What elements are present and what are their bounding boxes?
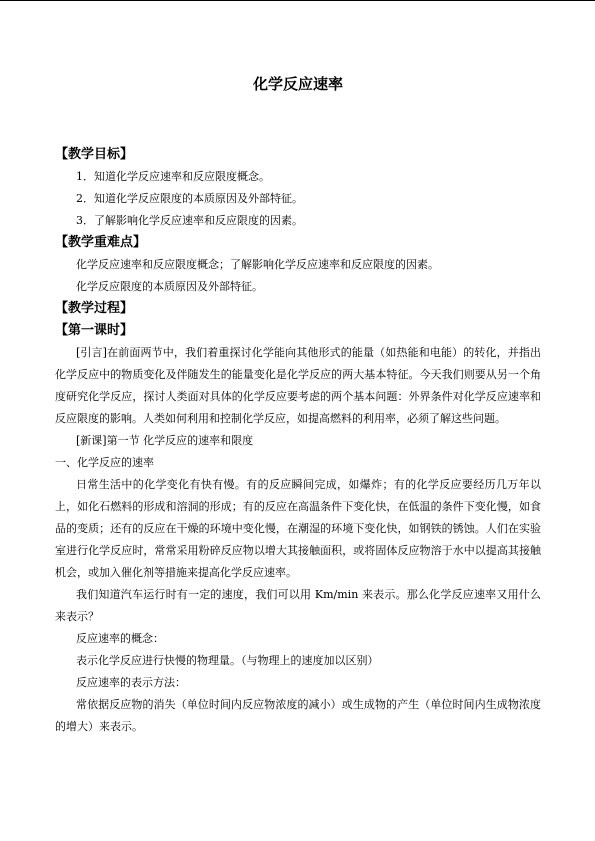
goals-heading: 【教学目标】 <box>55 147 134 162</box>
goal-item-2: 2．知道化学反应限度的本质原因及外部特征。 <box>76 192 303 205</box>
key-points-heading: 【教学重难点】 <box>55 235 147 250</box>
goal-item-1: 1．知道化学反应速率和反应限度概念。 <box>76 170 270 183</box>
question-paragraph: 我们知道汽车运行时有一定的速度，我们可以用 Km/min 来表示。那么化学反应速率又用什么来表示？ <box>55 588 541 623</box>
process-heading: 【教学过程】 <box>55 301 134 316</box>
new-lesson-line: [新课]第一节 化学反应的速率和限度 <box>76 434 254 447</box>
key-point-line-2: 化学反应限度的本质原因及外部特征。 <box>76 280 263 293</box>
daily-life-paragraph: 日常生活中的化学变化有快有慢。有的反应瞬间完成，如爆炸；有的化学反应要经历几万年以上，如化石燃料的形成和溶洞的形成；有的反应在高温条件下变化快，在低温的条件下变化慢，如食品的变质；还有的反应在干燥的环境中变化慢，在潮湿的环境下变化快，如钢铁的锈蚀。人们在实验室进行化学反应时，常常采用粉碎反应物以增大其接触面积，或将固体反应物溶于水中以提高其接触机会，或加入催化剂等措施来提高化学反应速率。 <box>55 478 541 579</box>
concept-text: 表示化学反应进行快慢的物理量。（与物理上的速度加以区别） <box>76 654 379 667</box>
key-point-line-1: 化学反应速率和反应限度概念；了解影响化学反应速率和反应限度的因素。 <box>76 258 439 271</box>
rate-subheading: 一、化学反应的速率 <box>55 456 154 469</box>
goal-item-3: 3．了解影响化学反应速率和反应限度的因素。 <box>76 214 303 227</box>
method-paragraph: 常依据反应物的消失（单位时间内反应物浓度的减小）或生成物的产生（单位时间内生成物浓度的增大）来表示。 <box>55 698 541 733</box>
header-rule <box>0 0 595 1</box>
document-title: 化学反应速率 <box>252 75 343 93</box>
method-label: 反应速率的表示方法： <box>76 676 186 689</box>
intro-paragraph: [引言]在前面两节中，我们着重探讨化学能向其他形式的能量（如热能和电能）的转化，并指出化学反应中的物质变化及伴随发生的能量变化是化学反应的两大基本特征。今天我们则要从另一个角度研究化学反应，探讨人类面对具体的化学反应要考虑的两个基本问题：外界条件对化学反应速率和反应限度的影响。人类如何利用和控制化学反应，如提高燃料的利用率，必须了解这些问题。 <box>55 346 541 425</box>
concept-label: 反应速率的概念： <box>76 632 164 645</box>
lesson1-heading: 【第一课时】 <box>55 323 134 338</box>
document-page <box>55 72 541 738</box>
